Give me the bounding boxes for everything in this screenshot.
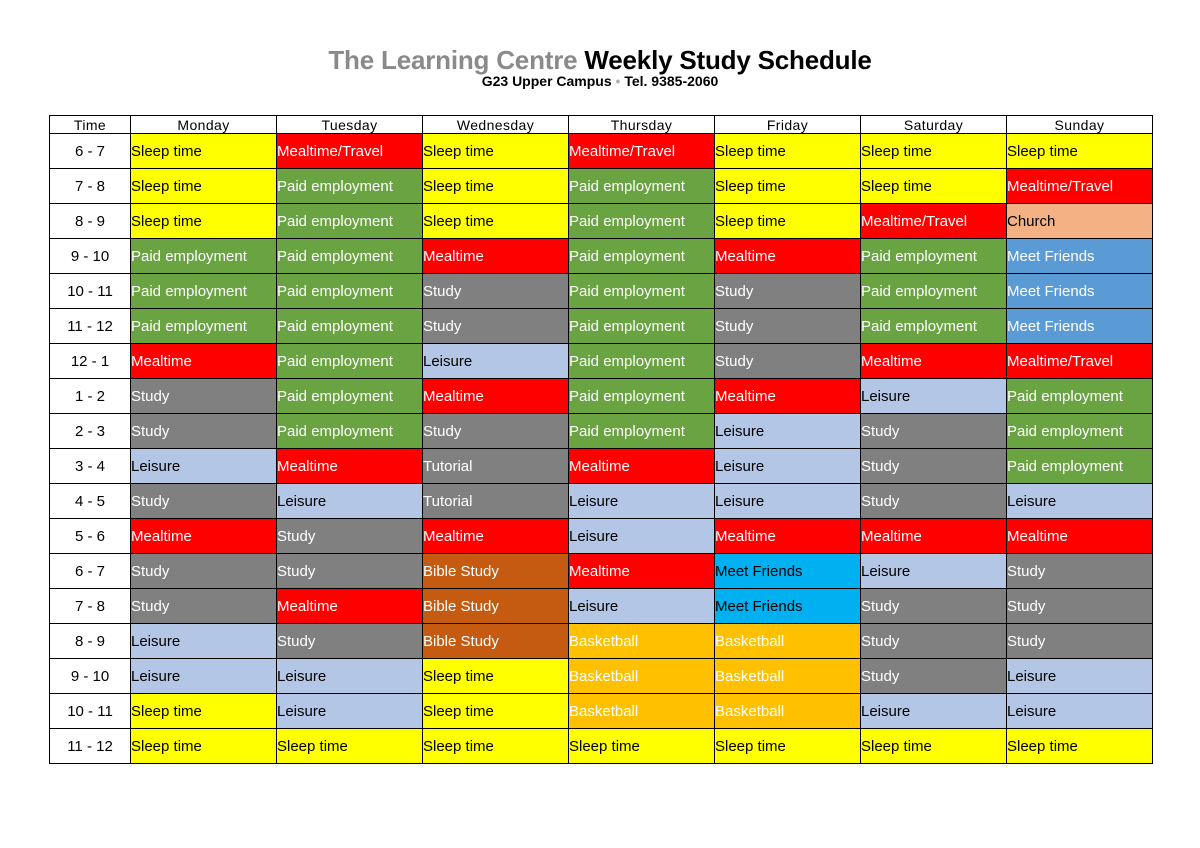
activity-cell-sunday: Mealtime/Travel [1007, 344, 1153, 379]
activity-cell-thursday: Paid employment [569, 169, 715, 204]
column-header-sunday: Sunday [1007, 116, 1153, 134]
activity-cell-saturday: Study [861, 484, 1007, 519]
activity-cell-friday: Mealtime [715, 519, 861, 554]
activity-cell-tuesday: Mealtime [277, 449, 423, 484]
column-header-saturday: Saturday [861, 116, 1007, 134]
table-row [50, 659, 1153, 694]
activity-cell-thursday: Sleep time [569, 729, 715, 764]
activity-cell-sunday: Meet Friends [1007, 309, 1153, 344]
activity-cell-friday: Sleep time [715, 169, 861, 204]
column-header-thursday: Thursday [569, 116, 715, 134]
table-row [50, 589, 1153, 624]
activity-cell-friday: Basketball [715, 624, 861, 659]
page-header [0, 46, 1200, 89]
table-row [50, 519, 1153, 554]
activity-cell-wednesday: Leisure [423, 344, 569, 379]
time-slot-cell: 9 - 10 [50, 239, 131, 274]
activity-cell-sunday: Church [1007, 204, 1153, 239]
activity-cell-tuesday: Leisure [277, 659, 423, 694]
activity-cell-monday: Leisure [131, 624, 277, 659]
activity-cell-tuesday: Paid employment [277, 204, 423, 239]
activity-cell-tuesday: Paid employment [277, 169, 423, 204]
activity-cell-sunday: Leisure [1007, 659, 1153, 694]
activity-cell-tuesday: Mealtime/Travel [277, 134, 423, 169]
time-slot-cell: 3 - 4 [50, 449, 131, 484]
activity-cell-saturday: Study [861, 624, 1007, 659]
activity-cell-sunday: Meet Friends [1007, 239, 1153, 274]
activity-cell-monday: Paid employment [131, 274, 277, 309]
activity-cell-sunday: Leisure [1007, 484, 1153, 519]
table-row [50, 239, 1153, 274]
time-slot-cell: 7 - 8 [50, 169, 131, 204]
activity-cell-friday: Meet Friends [715, 589, 861, 624]
time-slot-cell: 9 - 10 [50, 659, 131, 694]
activity-cell-thursday: Leisure [569, 519, 715, 554]
table-header [50, 116, 1153, 134]
activity-cell-sunday: Mealtime/Travel [1007, 169, 1153, 204]
title-organization: The Learning Centre [328, 45, 578, 75]
table-row [50, 414, 1153, 449]
table-row [50, 554, 1153, 589]
activity-cell-wednesday: Tutorial [423, 449, 569, 484]
page-title [0, 46, 1200, 74]
activity-cell-sunday: Paid employment [1007, 414, 1153, 449]
activity-cell-friday: Basketball [715, 659, 861, 694]
activity-cell-friday: Study [715, 274, 861, 309]
activity-cell-monday: Leisure [131, 659, 277, 694]
activity-cell-thursday: Mealtime [569, 554, 715, 589]
activity-cell-friday: Leisure [715, 484, 861, 519]
activity-cell-saturday: Mealtime [861, 519, 1007, 554]
activity-cell-friday: Sleep time [715, 134, 861, 169]
table-row [50, 204, 1153, 239]
activity-cell-saturday: Paid employment [861, 274, 1007, 309]
activity-cell-wednesday: Sleep time [423, 694, 569, 729]
activity-cell-monday: Study [131, 589, 277, 624]
table-row [50, 484, 1153, 519]
time-slot-cell: 6 - 7 [50, 554, 131, 589]
activity-cell-thursday: Mealtime [569, 449, 715, 484]
activity-cell-monday: Mealtime [131, 344, 277, 379]
table-row [50, 309, 1153, 344]
activity-cell-saturday: Study [861, 659, 1007, 694]
time-slot-cell: 10 - 11 [50, 274, 131, 309]
activity-cell-tuesday: Leisure [277, 484, 423, 519]
activity-cell-sunday: Paid employment [1007, 449, 1153, 484]
activity-cell-thursday: Paid employment [569, 379, 715, 414]
activity-cell-tuesday: Paid employment [277, 239, 423, 274]
table-body [50, 134, 1153, 764]
activity-cell-wednesday: Sleep time [423, 134, 569, 169]
activity-cell-tuesday: Sleep time [277, 729, 423, 764]
activity-cell-saturday: Mealtime/Travel [861, 204, 1007, 239]
page-subtitle [0, 74, 1200, 89]
activity-cell-wednesday: Study [423, 274, 569, 309]
activity-cell-monday: Sleep time [131, 169, 277, 204]
activity-cell-sunday: Study [1007, 589, 1153, 624]
activity-cell-sunday: Mealtime [1007, 519, 1153, 554]
activity-cell-saturday: Paid employment [861, 239, 1007, 274]
activity-cell-saturday: Study [861, 589, 1007, 624]
activity-cell-monday: Sleep time [131, 204, 277, 239]
time-slot-cell: 7 - 8 [50, 589, 131, 624]
activity-cell-monday: Study [131, 414, 277, 449]
activity-cell-thursday: Basketball [569, 694, 715, 729]
activity-cell-wednesday: Study [423, 309, 569, 344]
activity-cell-wednesday: Bible Study [423, 554, 569, 589]
activity-cell-monday: Study [131, 554, 277, 589]
activity-cell-friday: Sleep time [715, 204, 861, 239]
activity-cell-tuesday: Paid employment [277, 309, 423, 344]
activity-cell-tuesday: Leisure [277, 694, 423, 729]
subtitle-location: G23 Upper Campus [481, 73, 612, 89]
activity-cell-wednesday: Sleep time [423, 169, 569, 204]
column-header-monday: Monday [131, 116, 277, 134]
activity-cell-monday: Study [131, 379, 277, 414]
activity-cell-wednesday: Sleep time [423, 659, 569, 694]
activity-cell-tuesday: Study [277, 519, 423, 554]
activity-cell-monday: Mealtime [131, 519, 277, 554]
time-slot-cell: 11 - 12 [50, 729, 131, 764]
table-row [50, 449, 1153, 484]
activity-cell-monday: Study [131, 484, 277, 519]
activity-cell-sunday: Study [1007, 624, 1153, 659]
activity-cell-thursday: Paid employment [569, 344, 715, 379]
weekly-schedule-table [49, 115, 1153, 764]
activity-cell-friday: Study [715, 344, 861, 379]
activity-cell-wednesday: Mealtime [423, 519, 569, 554]
activity-cell-saturday: Mealtime [861, 344, 1007, 379]
subtitle-phone: Tel. 9385-2060 [624, 73, 719, 89]
column-header-time: Time [50, 116, 131, 134]
activity-cell-wednesday: Tutorial [423, 484, 569, 519]
subtitle-separator: • [615, 73, 621, 89]
time-slot-cell: 5 - 6 [50, 519, 131, 554]
activity-cell-wednesday: Sleep time [423, 204, 569, 239]
activity-cell-friday: Sleep time [715, 729, 861, 764]
activity-cell-saturday: Sleep time [861, 729, 1007, 764]
activity-cell-thursday: Basketball [569, 624, 715, 659]
activity-cell-tuesday: Mealtime [277, 589, 423, 624]
activity-cell-thursday: Paid employment [569, 414, 715, 449]
time-slot-cell: 2 - 3 [50, 414, 131, 449]
activity-cell-monday: Sleep time [131, 134, 277, 169]
column-header-wednesday: Wednesday [423, 116, 569, 134]
activity-cell-thursday: Paid employment [569, 204, 715, 239]
column-header-tuesday: Tuesday [277, 116, 423, 134]
title-schedule-name: Weekly Study Schedule [584, 45, 872, 75]
activity-cell-saturday: Paid employment [861, 309, 1007, 344]
activity-cell-wednesday: Study [423, 414, 569, 449]
activity-cell-sunday: Sleep time [1007, 729, 1153, 764]
activity-cell-monday: Sleep time [131, 694, 277, 729]
activity-cell-wednesday: Mealtime [423, 239, 569, 274]
activity-cell-friday: Mealtime [715, 379, 861, 414]
activity-cell-friday: Leisure [715, 414, 861, 449]
activity-cell-saturday: Study [861, 414, 1007, 449]
activity-cell-thursday: Leisure [569, 484, 715, 519]
activity-cell-sunday: Leisure [1007, 694, 1153, 729]
activity-cell-wednesday: Bible Study [423, 624, 569, 659]
activity-cell-sunday: Meet Friends [1007, 274, 1153, 309]
activity-cell-monday: Sleep time [131, 729, 277, 764]
activity-cell-tuesday: Study [277, 624, 423, 659]
activity-cell-monday: Paid employment [131, 239, 277, 274]
activity-cell-friday: Study [715, 309, 861, 344]
activity-cell-sunday: Study [1007, 554, 1153, 589]
activity-cell-friday: Meet Friends [715, 554, 861, 589]
time-slot-cell: 10 - 11 [50, 694, 131, 729]
time-slot-cell: 6 - 7 [50, 134, 131, 169]
activity-cell-wednesday: Mealtime [423, 379, 569, 414]
time-slot-cell: 12 - 1 [50, 344, 131, 379]
activity-cell-monday: Leisure [131, 449, 277, 484]
column-header-friday: Friday [715, 116, 861, 134]
activity-cell-tuesday: Paid employment [277, 414, 423, 449]
table-row [50, 344, 1153, 379]
activity-cell-saturday: Study [861, 449, 1007, 484]
activity-cell-wednesday: Sleep time [423, 729, 569, 764]
activity-cell-tuesday: Paid employment [277, 274, 423, 309]
activity-cell-thursday: Paid employment [569, 239, 715, 274]
activity-cell-thursday: Paid employment [569, 274, 715, 309]
table-row [50, 274, 1153, 309]
activity-cell-saturday: Sleep time [861, 134, 1007, 169]
activity-cell-tuesday: Paid employment [277, 379, 423, 414]
activity-cell-tuesday: Study [277, 554, 423, 589]
activity-cell-tuesday: Paid employment [277, 344, 423, 379]
activity-cell-saturday: Leisure [861, 694, 1007, 729]
activity-cell-saturday: Leisure [861, 554, 1007, 589]
time-slot-cell: 8 - 9 [50, 204, 131, 239]
activity-cell-wednesday: Bible Study [423, 589, 569, 624]
table-row [50, 624, 1153, 659]
activity-cell-saturday: Leisure [861, 379, 1007, 414]
table-row [50, 379, 1153, 414]
time-slot-cell: 1 - 2 [50, 379, 131, 414]
activity-cell-sunday: Sleep time [1007, 134, 1153, 169]
time-slot-cell: 11 - 12 [50, 309, 131, 344]
table-row [50, 694, 1153, 729]
time-slot-cell: 8 - 9 [50, 624, 131, 659]
activity-cell-thursday: Mealtime/Travel [569, 134, 715, 169]
activity-cell-thursday: Basketball [569, 659, 715, 694]
table-row [50, 169, 1153, 204]
table-row [50, 134, 1153, 169]
table-row [50, 729, 1153, 764]
activity-cell-sunday: Paid employment [1007, 379, 1153, 414]
activity-cell-saturday: Sleep time [861, 169, 1007, 204]
activity-cell-friday: Mealtime [715, 239, 861, 274]
activity-cell-thursday: Leisure [569, 589, 715, 624]
activity-cell-friday: Basketball [715, 694, 861, 729]
time-slot-cell: 4 - 5 [50, 484, 131, 519]
activity-cell-friday: Leisure [715, 449, 861, 484]
header-row [50, 116, 1153, 134]
activity-cell-monday: Paid employment [131, 309, 277, 344]
activity-cell-thursday: Paid employment [569, 309, 715, 344]
